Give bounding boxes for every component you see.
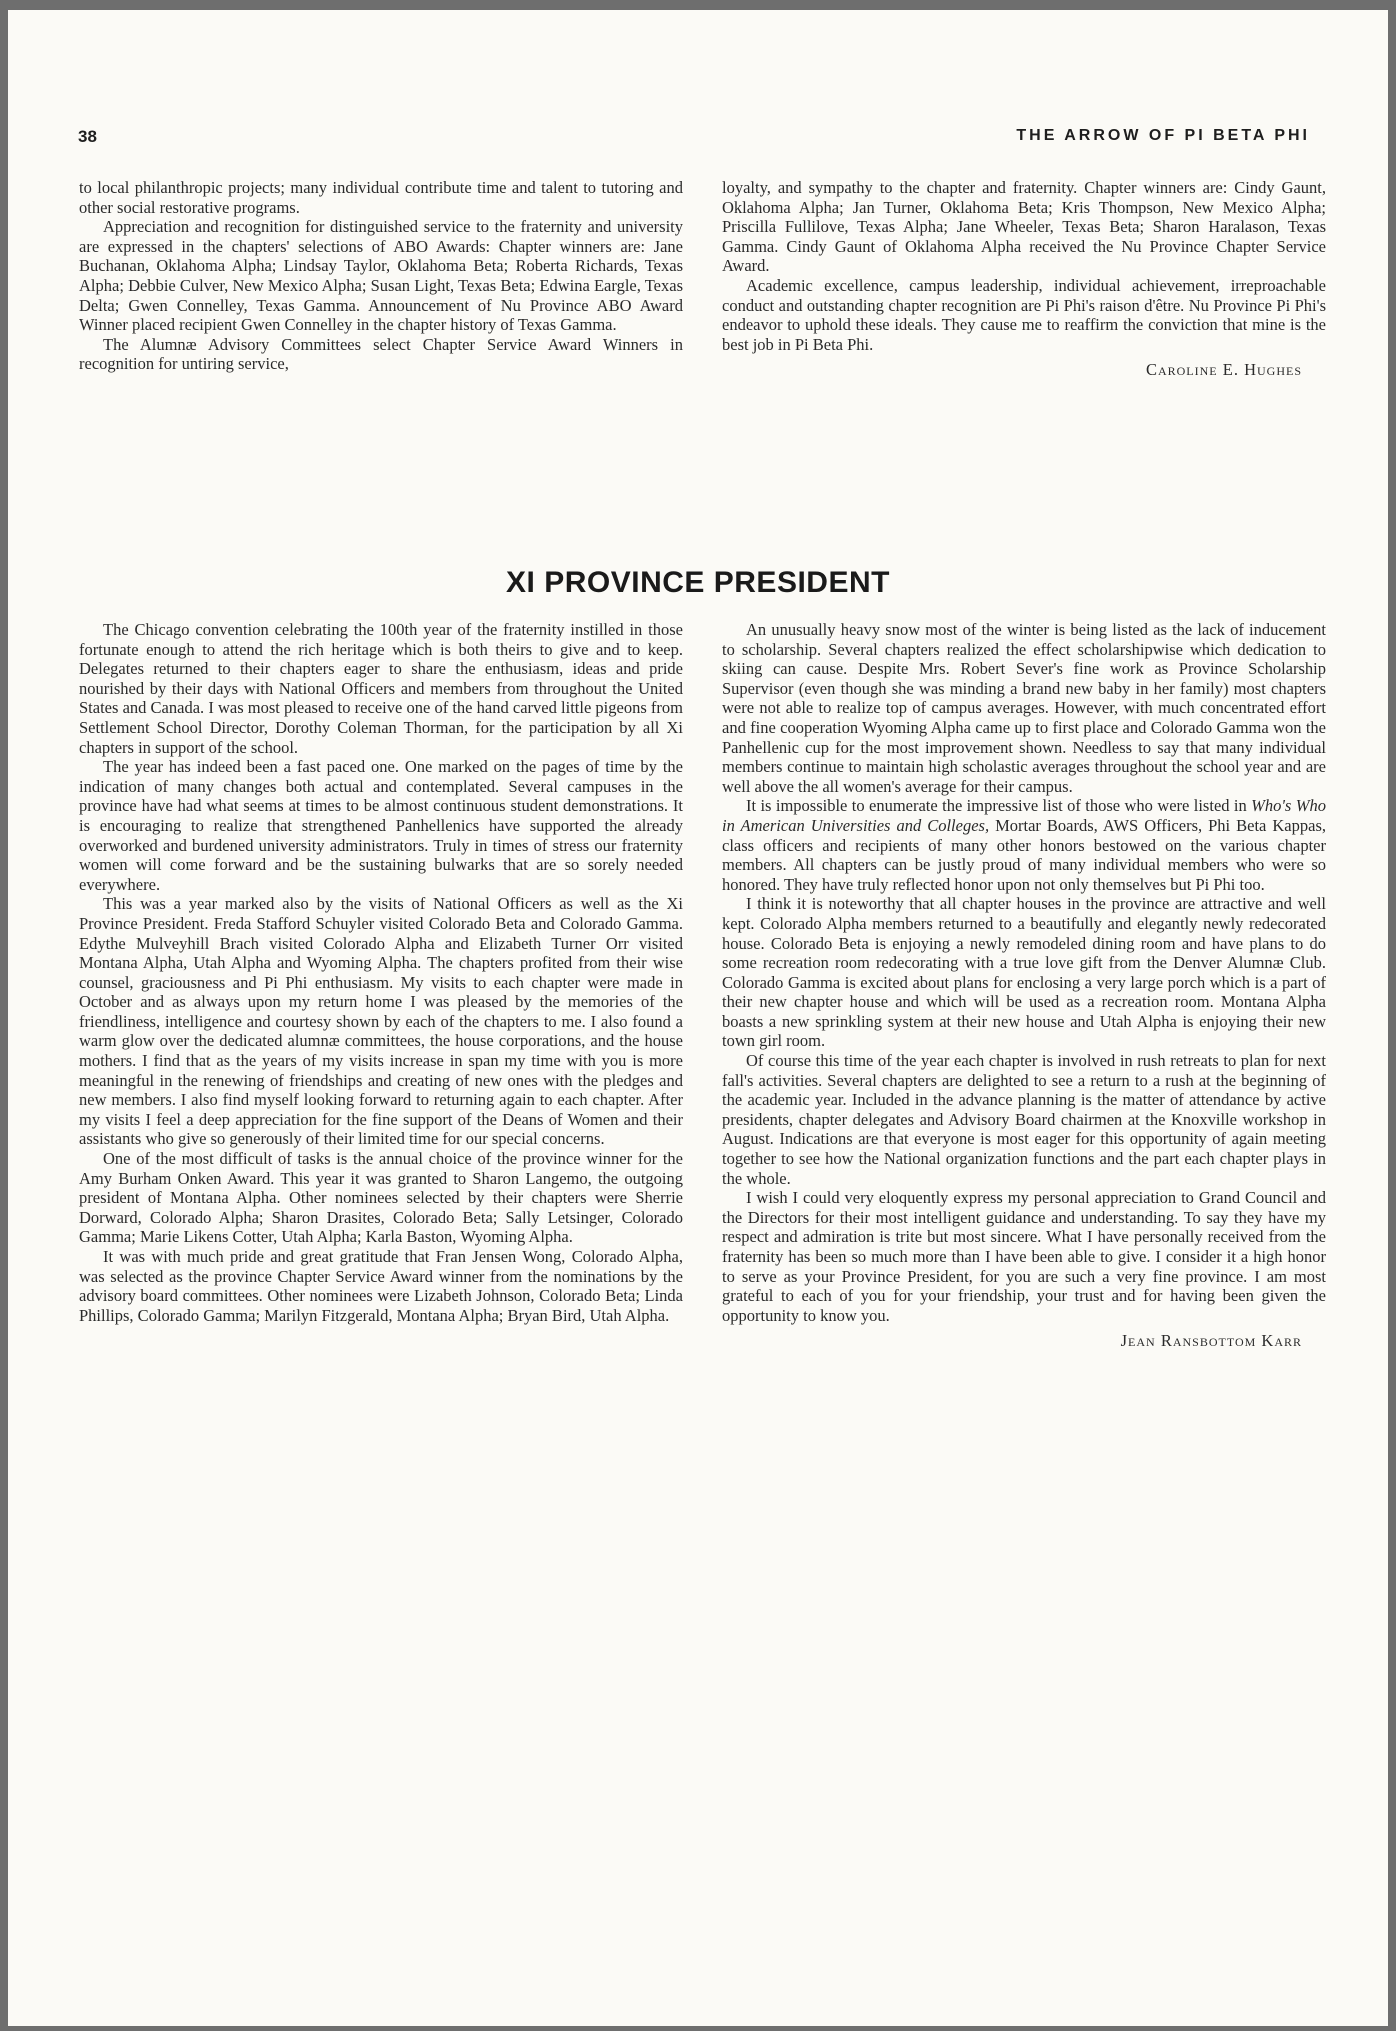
- paragraph: [722, 796, 1326, 894]
- paragraph: This was a year marked also by the visits of National Officers as well as the Xi Province President. Freda Stafford Schuyler visited Colorado Beta and Colorado Gamma. Edythe Mulveyhill Brach visited Colorado Alpha and Elizabeth Turner Orr visited Montana Alpha, Utah Alpha and Wyoming Alpha. The chapters profited from their wise counsel, graciousness and Pi Phi enthusiasm. My visits to each chapter were made in October and as always upon my return home I was pleased by the memories of the friendliness, intelligence and courtesy shown by each of the chapters to me. I also found a warm glow over the dedicated alumnæ committees, the house corporations, and the house mothers. I find that as the years of my visits increase in span my time with you is more meaningful in the renewing of friendships and creating of new ones with the pledges and new members. I also find myself looking forward to returning again to each chapter. After my visits I feel a deep appreciation for the fine support of the Deans of Women and their assistants who give so generously of their limited time for our special concerns.: [79, 894, 683, 1149]
- paragraph: The Chicago convention celebrating the 100th year of the fraternity instilled in those fortunate enough to attend the rich heritage which is both theirs to give and to keep. Delegates returned to their chapters eager to share the enthusiasm, ideas and pride nourished by their days with National Officers and members from throughout the United States and Canada. I was most pleased to receive one of the hand carved little pigeons from Settlement School Director, Dorothy Coleman Thorman, for the participation by all Xi chapters in support of the school.: [79, 620, 683, 757]
- page-header: [78, 127, 1310, 151]
- signature: Caroline E. Hughes: [1145, 360, 1302, 380]
- text-run: It is impossible to enumerate the impressive list of those who were listed in: [746, 796, 1252, 816]
- text-run: Mortar Boards, AWS Officers, Phi Beta Kappas, class officers and recipients of many other honors bestowed on the various chapter members. All chapters can be justly proud of many individual members who were so honored. They have truly reflected honor upon not only themselves but Pi Phi too.: [722, 815, 1326, 894]
- running-title: THE ARROW OF PI BETA PHI: [1016, 127, 1310, 144]
- paragraph: Appreciation and recognition for distinguished service to the fraternity and university are expressed in the chapters' selections of ABO Awards: Chapter winners are: Jane Buchanan, Oklahoma Alpha; Lindsay Taylor, Oklahoma Beta; Roberta Richards, Texas Alpha; Debbie Culver, New Mexico Alpha; Susan Light, Texas Beta; Edwina Eargle, Texas Delta; Gwen Connelley, Texas Gamma. Announcement of Nu Province ABO Award Winner placed recipient Gwen Connelley in the chapter history of Texas Gamma.: [79, 217, 683, 335]
- document-page: [8, 10, 1388, 2026]
- paragraph: One of the most difficult of tasks is the annual choice of the province winner for the Amy Burham Onken Award. This year it was granted to Sharon Langemo, the outgoing president of Montana Alpha. Other nominees selected by their chapters were Sherrie Dorward, Colorado Alpha; Sharon Drasites, Colorado Beta; Sally Letsinger, Colorado Gamma; Marie Likens Cotter, Utah Alpha; Karla Baston, Wyoming Alpha.: [79, 1149, 683, 1247]
- paragraph: The Alumnæ Advisory Committees select Chapter Service Award Winners in recognition for untiring service,: [79, 334, 683, 374]
- paragraph: Academic excellence, campus leadership, individual achievement, irreproachable conduct and outstanding chapter recognition are Pi Phi's raison d'être. Nu Province Pi Phi's endeavor to uphold these ideals. They cause me to reaffirm the conviction that mine is the best job in Pi Beta Phi.: [722, 275, 1326, 354]
- nu-article-column-right: [722, 178, 1326, 380]
- paragraph: An unusually heavy snow most of the winter is being listed as the lack of inducement to scholarship. Several chapters realized the effect scholarshipwise which dedication to skiing can cause. Despite Mrs. Robert Sever's fine work as Province Scholarship Supervisor (even though she was minding a brand new baby in her family) most chapters were not able to realize top of campus averages. However, with much concentrated effort and fine cooperation Wyoming Alpha came up to first place and Colorado Gamma won the Panhellenic cup for the most improvement shown. Needless to say that many individual members continue to maintain high scholastic averages throughout the school year and are well above the all women's average for their campus.: [722, 620, 1326, 796]
- paragraph: I wish I could very eloquently express my personal appreciation to Grand Council and the Directors for their most intelligent guidance and understanding. To say they have my respect and admiration is trite but most sincere. What I have personally received from the fraternity has been so much more than I have been able to give. I consider it a high honor to serve as your Province President, for you are such a very fine province. I am most grateful to each of you for your friendship, your trust and for having been given the opportunity to know you.: [722, 1188, 1326, 1325]
- paragraph: It was with much pride and great gratitude that Fran Jensen Wong, Colorado Alpha, was selected as the province Chapter Service Award winner from the nominations by the advisory board committees. Other nominees were Lizabeth Johnson, Colorado Beta; Linda Phillips, Colorado Gamma; Marilyn Fitzgerald, Montana Alpha; Bryan Bird, Utah Alpha.: [79, 1247, 683, 1325]
- paragraph: I think it is noteworthy that all chapter houses in the province are attractive and well kept. Colorado Alpha members returned to a beautifully and elegantly newly redecorated house. Colorado Beta is enjoying a newly remodeled dining room and have plans to do some recreation room redecorating with a true love gift from the Denver Alumnæ Club. Colorado Gamma is excited about plans for enclosing a very large porch which is a part of their new chapter house and which will be used as a recreation room. Montana Alpha boasts a new sprinkling system at their new house and Utah Alpha is enjoying their new town girl room.: [722, 894, 1326, 1051]
- section-heading: XI PROVINCE PRESIDENT: [506, 566, 890, 599]
- nu-article-column-left: [79, 178, 683, 374]
- xi-article-column-right: [722, 620, 1326, 1351]
- paragraph: Of course this time of the year each chapter is involved in rush retreats to plan for next fall's activities. Several chapters are delighted to see a return to a rush at the beginning of the academic year. Included in the advance planning is the matter of attendance by active presidents, chapter delegates and Advisory Board chairmen at the Knoxville workshop in August. Indications are that everyone is most eager for this opportunity of again meeting together to see how the National organization functions and the part each chapter plays in the whole.: [722, 1051, 1326, 1188]
- paragraph: loyalty, and sympathy to the chapter and fraternity. Chapter winners are: Cindy Gaunt, Oklahoma Alpha; Jan Turner, Oklahoma Beta; Kris Thompson, New Mexico Alpha; Priscilla Fullilove, Texas Alpha; Jane Wheeler, Texas Beta; Sharon Haralason, Texas Gamma. Cindy Gaunt of Oklahoma Alpha received the Nu Province Chapter Service Award.: [722, 178, 1326, 276]
- signature: Jean Ransbottom Karr: [1120, 1331, 1302, 1351]
- paragraph: to local philanthropic projects; many individual contribute time and talent to tutoring and other social restorative programs.: [79, 178, 683, 217]
- xi-article-column-left: [79, 620, 683, 1325]
- paragraph: The year has indeed been a fast paced one. One marked on the pages of time by the indication of many changes both actual and contemplated. Several campuses in the province have had what seems at times to be almost continuous student demonstrations. It is encouraging to realize that strengthened Panhellenics have supported the already overworked and burdened university administrators. Truly in times of stress our fraternity women will come forward and be the sustaining bulwarks that are so sorely needed everywhere.: [79, 757, 683, 894]
- publication-title: Who's Who in American Universities and Colleges,: [722, 796, 1326, 835]
- page-number: 38: [78, 127, 97, 146]
